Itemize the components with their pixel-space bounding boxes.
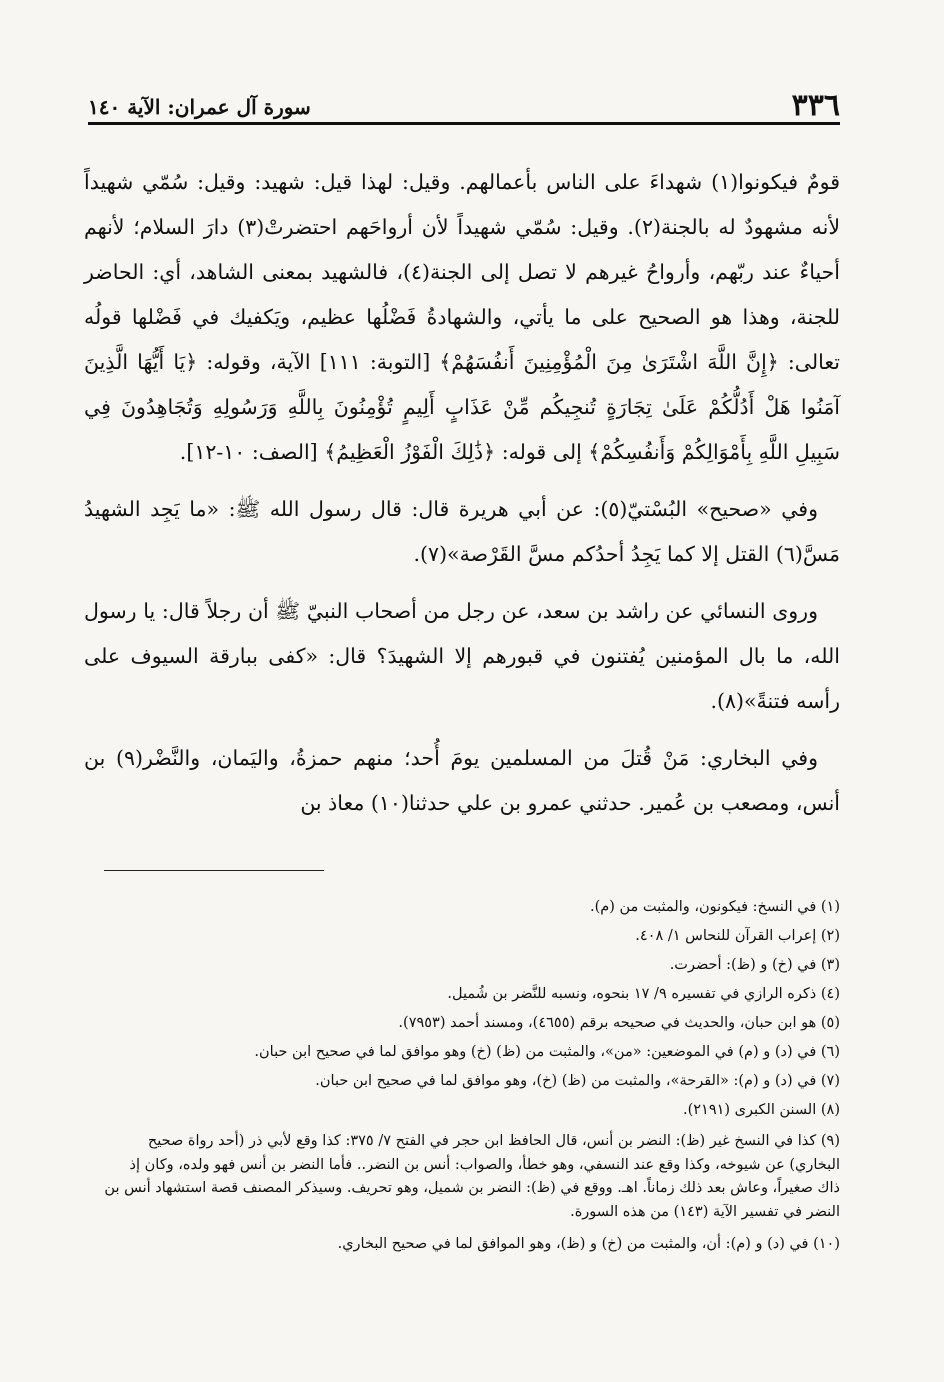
footnote: (٤) ذكره الرازي في تفسيره ٩/ ١٧ بنحوه، ونسبه للنَّضر بن شُميل.	[447, 986, 840, 1002]
running-title: سورة آل عمران: الآية ١٤٠	[88, 95, 311, 119]
footnote-separator	[104, 870, 324, 871]
footnote: (١٠) في (د) و (م): أن، والمثبت من (خ) و (ظ)، وهو الموافق لما في صحيح البخاري.	[337, 1236, 840, 1252]
paragraph: وفي «صحيح» البُسْتيّ(٥): عن أبي هريرة قال: قال رسول الله ﷺ: «ما يَجِد الشهيدُ مَسَّ(٦) القتل إلا كما يَجِدُ أحدُكم مسَّ القَرْصة»(٧).	[84, 497, 840, 566]
footnote: (٧) في (د) و (م): «القرحة»، والمثبت من (ظ) (خ)، وهو موافق لما في صحيح ابن حبان.	[315, 1073, 840, 1089]
footnote: (١) في النسخ: فيكونون، والمثبت من (م).	[590, 899, 840, 915]
page-number: ٣٣٦	[791, 88, 840, 123]
footnote: (٩) كذا في النسخ غير (ظ): النضر بن أنس، قال الحافظ ابن حجر في الفتح ٧/ ٣٧٥: كذا وقع لأبي ذر (أحد رواة صحيح البخاري) عن شيوخه، وكذا وقع عند النسفي، وهو خطأ، والصواب: أنس بن النضر.. فأما النضر بن أنس فهو ولده، وكان إذ ذاك صغيراً، وعاش بعد ذلك زماناً. اهـ. ووقع في (ظ): النضر بن شميل، وهو تحريف. وسيذكر المصنف قصة استشهاد أنس بن النضر في تفسير الآية (١٤٣) من هذه السورة.	[104, 1133, 840, 1220]
footnote: (٣) في (خ) و (ظ): أحضرت.	[669, 957, 840, 973]
footnote: (٥) هو ابن حبان، والحديث في صحيحه برقم (٤٦٥٥)، ومسند أحمد (٧٩٥٣).	[398, 1015, 840, 1031]
main-text	[84, 160, 840, 838]
paragraph: وروى النسائي عن راشد بن سعد، عن رجل من أصحاب النبيّ ﷺ أن رجلاً قال: يا رسول الله، ما بال المؤمنين يُفتنون في قبورهم إلا الشهيدَ؟ قال: «كفى ببارقة السيوف على رأسه فتنةً»(٨).	[84, 599, 840, 713]
page-header	[88, 88, 840, 125]
footnote: (٨) السنن الكبرى (٢١٩١).	[682, 1102, 840, 1118]
footnote: (٢) إعراب القرآن للنحاس ١/ ٤٠٨.	[635, 928, 840, 944]
paragraph: قومٌ فيكونوا(١) شهداءَ على الناس بأعمالهم. وقيل: لهذا قيل: شهيد: وقيل: سُمّي شهيداً لأنه مشهودٌ له بالجنة(٢). وقيل: سُمّي شهيداً لأن أرواحَهم احتضرتْ(٣) دارَ السلام؛ لأنهم أحياءٌ عند ربّهم، وأرواحُ غيرهم لا تصل إلى الجنة(٤)، فالشهيد بمعنى الشاهد، أي: الحاضر للجنة، وهذا هو الصحيح على ما يأتي، والشهادةُ فَضْلُها عظيم، ويَكفيك في فَضْلها قولُه تعالى: ﴿إِنَّ اللَّهَ اشْتَرَىٰ مِنَ الْمُؤْمِنِينَ أَنفُسَهُمْ﴾ [التوبة: ١١١] الآية، وقوله: ﴿يَا أَيُّهَا الَّذِينَ آمَنُوا هَلْ أَدُلُّكُمْ عَلَىٰ تِجَارَةٍ تُنجِيكُم مِّنْ عَذَابٍ أَلِيمٍ تُؤْمِنُونَ بِاللَّهِ وَرَسُولِهِ وَتُجَاهِدُونَ فِي سَبِيلِ اللَّهِ بِأَمْوَالِكُمْ وَأَنفُسِكُمْ﴾ إلى قوله: ﴿ذَٰلِكَ الْفَوْزُ الْعَظِيمُ﴾ [الصف: ١٠-١٢].	[84, 170, 841, 464]
footnote: (٦) في (د) و (م) في الموضعين: «من»، والمثبت من (ظ) (خ) وهو موافق لما في صحيح ابن حبان.	[254, 1044, 840, 1060]
footnotes	[104, 893, 840, 1259]
paragraph: وفي البخاري: مَنْ قُتلَ من المسلمين يومَ أُحد؛ منهم حمزةُ، واليَمان، والنَّضْر(٩) بن أنس، ومصعب بن عُمير. حدثني عمرو بن علي حدثنا(١٠) معاذ بن	[84, 746, 840, 815]
